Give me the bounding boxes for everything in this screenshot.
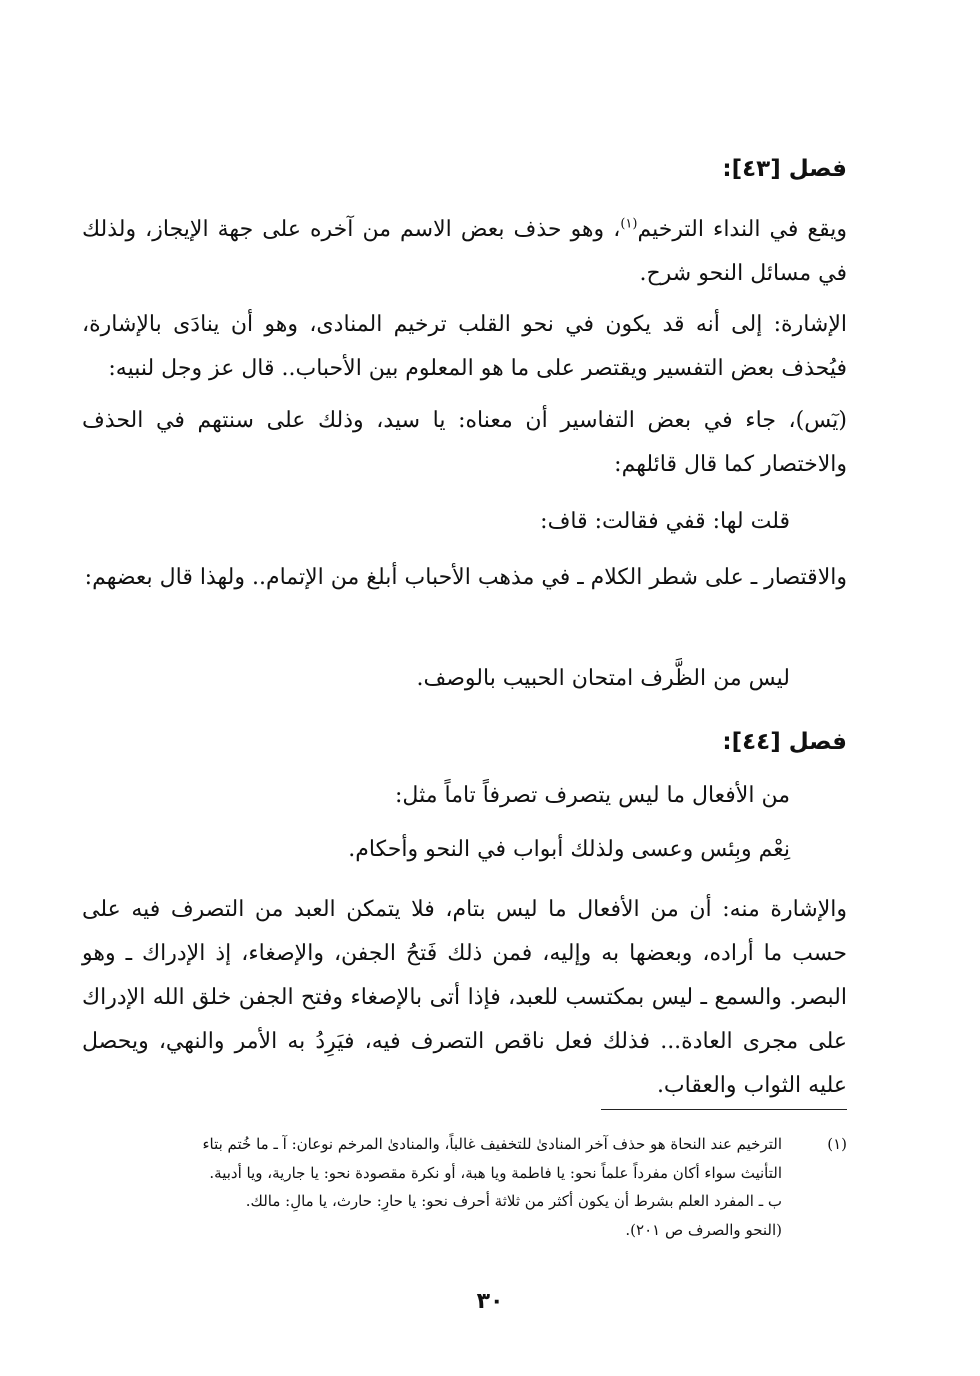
footnote-number: (١) [827,1135,847,1153]
footnote-line: التأنيث سواء أكان مفرداً علماً نحو: يا فاطمة ويا هبة، أو نكرة مقصودة نحو: يا جارية، ويا أدبية. [209,1163,782,1182]
page-number: ٣٠ [476,1289,504,1314]
footnote-separator [601,1109,847,1110]
section-43-verse-2: ليس من الظَّرف امتحان الحبيب بالوصف. [416,666,790,691]
section-43-paragraph-1 [82,208,847,296]
section-43-paragraph-4: والاقتصار ـ على شطر الكلام ـ في مذهب الأحباب أبلغ من الإتمام.. ولهذا قال بعضهم: [84,565,847,590]
section-44-paragraph-3: والإشارة منه: أن من الأفعال ما ليس بتام، فلا يتمكن العبد من التصرف فيه على حسب ما أراده، وبعضها به وإليه، فمن ذلك فَتحُ الجفن، والإصغاء، إذ الإدراك ـ وهو البصر. والسمع ـ ليس بمكتسب للعبد، فإذا أتى بالإصغاء وفتح الجفن خلق الله الإدراك على مجرى العادة... فذلك فعل ناقص التصرف فيه، فيَرِدُ به الأمر والنهي، ويحصل عليه الثواب والعقاب. [82,897,847,1098]
footnote-reference: (١) [620,216,638,232]
footnote-line: (النحو والصرف ص ٢٠١). [625,1220,782,1239]
section-43-heading: فصل [٤٣]: [722,156,847,182]
section-44-paragraph-2: نِعْم وبِئس وعسى ولذلك أبواب في النحو وأحكام. [348,837,790,862]
footnote-line: الترخيم عند النحاة هو حذف آخر المنادىٰ للتخفيف غالباً، والمنادىٰ المرخم نوعان: آ ـ ما خُتم بتاء [202,1135,782,1153]
footnote-text [82,1130,782,1244]
section-43-paragraph-2: الإشارة: إلى أنه قد يكون في نحو القلب ترخيم المنادى، وهو أن ينادَى بالإشارة، فيُحذف بعض التفسير ويقتصر على ما هو المعلوم بين الأحباب.. قال عز وجل لنبيه: [82,312,847,381]
paragraph-text: ، وهو حذف بعض الاسم من آخره على جهة الإيجاز، ولذلك في مسائل النحو شرح. [82,217,847,286]
section-44-heading: فصل [٤٤]: [722,729,847,755]
section-44-paragraph-1: من الأفعال ما ليس يتصرف تصرفاً تاماً مثل: [395,783,790,808]
footnote-line: ب ـ المفرد العلم بشرط أن يكون أكثر من ثلاثة أحرف نحو: يا حارِ: حارث، يا مالِ: مالك. [245,1192,782,1210]
section-43-verse-1: قلت لها: قفي فقالت: قاف: [540,509,790,534]
paragraph-text: ويقع في النداء الترخيم [637,217,847,242]
section-43-paragraph-3: (يٓس)، جاء في بعض التفاسير أن معناه: يا سيد، وذلك على سنتهم في الحذف والاختصار كما قال قائلهم: [82,408,847,477]
